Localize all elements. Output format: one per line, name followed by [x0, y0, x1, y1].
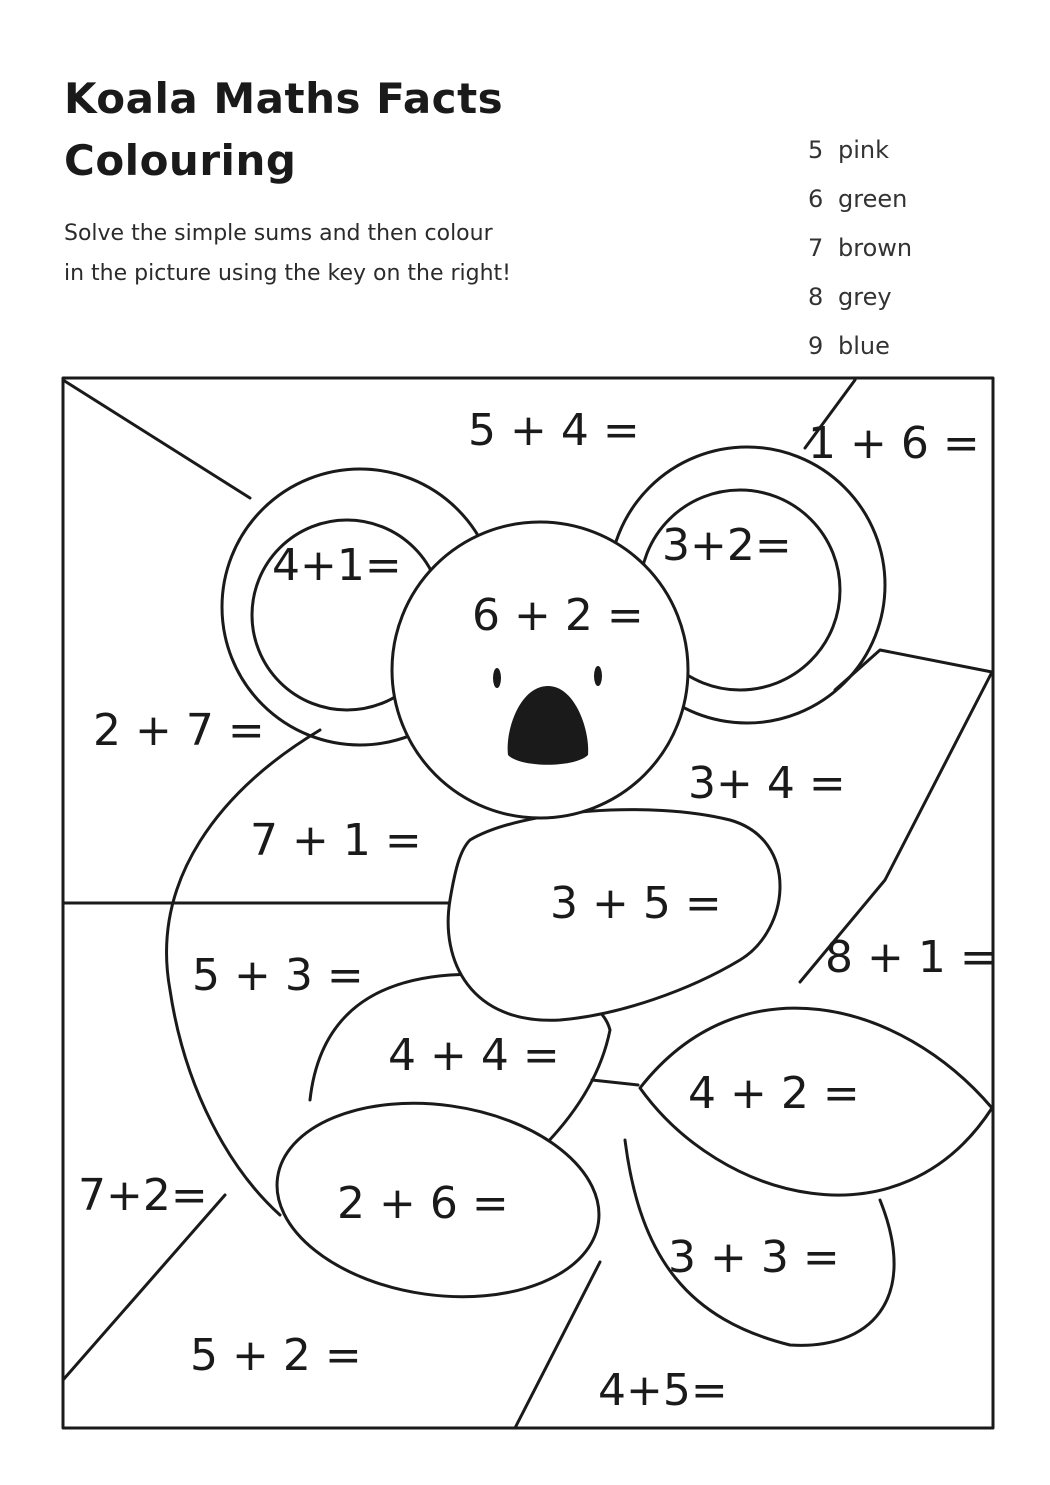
- sum-left-sky: 2 + 7 =: [93, 705, 265, 756]
- key-number: 8: [808, 283, 824, 311]
- key-colour: grey: [838, 283, 892, 311]
- sum-body-upper: 7 + 1 =: [250, 815, 422, 866]
- sum-bottom-left-sky: 7+2=: [78, 1170, 208, 1221]
- sum-bottom-branch: 5 + 2 =: [190, 1330, 362, 1381]
- title-line-2: Colouring: [64, 136, 297, 185]
- sum-left-ear: 4+1=: [272, 540, 402, 591]
- sum-right-sky: 8 + 1 =: [825, 932, 997, 983]
- key-number: 5: [808, 136, 824, 164]
- key-number: 7: [808, 234, 824, 262]
- instructions-line-2: in the picture using the key on the right!: [64, 261, 512, 286]
- sum-foot: 2 + 6 =: [337, 1178, 509, 1229]
- instructions-line-1: Solve the simple sums and then colour: [64, 221, 493, 246]
- key-colour: pink: [838, 136, 890, 164]
- sum-right-branch: 3+ 4 =: [688, 758, 846, 809]
- key-colour: brown: [838, 234, 913, 262]
- sum-leaf-upper: 4 + 2 =: [688, 1068, 860, 1119]
- sum-face: 6 + 2 =: [472, 590, 644, 641]
- sum-top-sky: 5 + 4 =: [468, 405, 640, 456]
- sum-top-right-corner: 1 + 6 =: [808, 418, 980, 469]
- key-number: 6: [808, 185, 824, 213]
- title-line-1: Koala Maths Facts: [64, 74, 504, 123]
- koala-face[interactable]: [392, 522, 688, 818]
- left-eye-icon: [493, 668, 501, 688]
- key-number: 9: [808, 332, 824, 360]
- sum-arm: 4 + 4 =: [388, 1030, 560, 1081]
- sum-right-ear: 3+2=: [662, 520, 792, 571]
- sum-bottom-sky: 4+5=: [598, 1365, 728, 1416]
- sum-leaf-lower: 3 + 3 =: [668, 1232, 840, 1283]
- sum-belly: 3 + 5 =: [550, 878, 722, 929]
- sum-body-lower: 5 + 3 =: [192, 950, 364, 1001]
- branch-joint: [592, 1080, 638, 1085]
- key-colour: blue: [838, 332, 890, 360]
- sky-divider-top-left: [63, 380, 250, 498]
- right-eye-icon: [594, 666, 602, 686]
- key-colour: green: [838, 185, 908, 213]
